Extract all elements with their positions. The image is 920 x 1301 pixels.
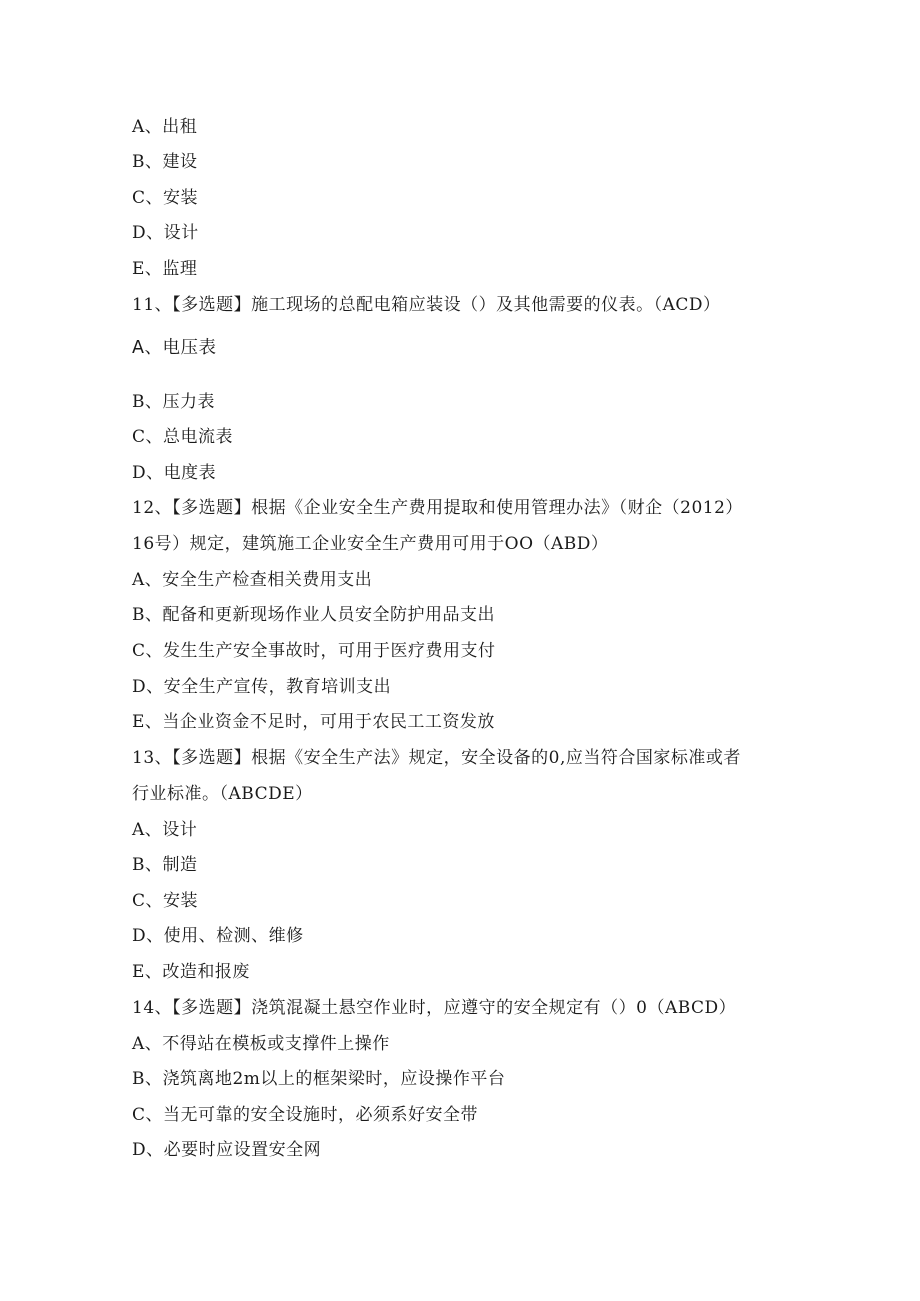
q14-option-c: C、当无可靠的安全设施时，必须系好安全带 bbox=[132, 1105, 479, 1125]
q10-option-d: D、设计 bbox=[132, 223, 199, 243]
q11-option-a: A、电压表 bbox=[132, 338, 217, 358]
q14-stem: 14、【多选题】浇筑混凝土悬空作业时，应遵守的安全规定有（）0（ABCD） bbox=[132, 998, 737, 1018]
q14-option-d: D、必要时应设置安全网 bbox=[132, 1140, 322, 1160]
q11-stem: 11、【多选题】施工现场的总配电箱应装设（）及其他需要的仪表。（ACD） bbox=[132, 295, 721, 315]
q12-option-e: E、当企业资金不足时，可用于农民工工资发放 bbox=[132, 712, 495, 732]
q13-option-a: A、设计 bbox=[132, 820, 198, 840]
q13-option-c: C、安装 bbox=[132, 891, 199, 911]
q10-option-e: E、监理 bbox=[132, 259, 198, 279]
q10-option-b: B、建设 bbox=[132, 152, 198, 172]
q13-option-d: D、使用、检测、维修 bbox=[132, 926, 304, 946]
q14-option-a: A、不得站在模板或支撑件上操作 bbox=[132, 1034, 390, 1054]
q13-stem-line2: 行业标准。（ABCDE） bbox=[132, 784, 313, 804]
q12-option-b: B、配备和更新现场作业人员安全防护用品支出 bbox=[132, 605, 495, 625]
q12-option-d: D、安全生产宣传，教育培训支出 bbox=[132, 677, 392, 697]
q12-stem-line2: 16号）规定，建筑施工企业安全生产费用可用于OO（ABD） bbox=[132, 534, 609, 554]
q13-option-e: E、改造和报废 bbox=[132, 962, 250, 982]
q10-option-c: C、安装 bbox=[132, 188, 199, 208]
q11-option-c: C、总电流表 bbox=[132, 427, 234, 447]
q12-option-a: A、安全生产检查相关费用支出 bbox=[132, 570, 373, 590]
q14-option-b: B、浇筑离地2m以上的框架梁时，应设操作平台 bbox=[132, 1069, 506, 1089]
q10-option-a: A、出租 bbox=[132, 117, 198, 137]
q12-option-c: C、发生生产安全事故时，可用于医疗费用支付 bbox=[132, 641, 496, 661]
q11-option-d: D、电度表 bbox=[132, 463, 217, 483]
q13-stem-line1: 13、【多选题】根据《安全生产法》规定，安全设备的0,应当符合国家标准或者 bbox=[132, 748, 741, 768]
q12-stem-line1: 12、【多选题】根据《企业安全生产费用提取和使用管理办法》（财企（2012） bbox=[132, 498, 743, 518]
q11-option-b: B、压力表 bbox=[132, 392, 215, 412]
q13-option-b: B、制造 bbox=[132, 855, 198, 875]
